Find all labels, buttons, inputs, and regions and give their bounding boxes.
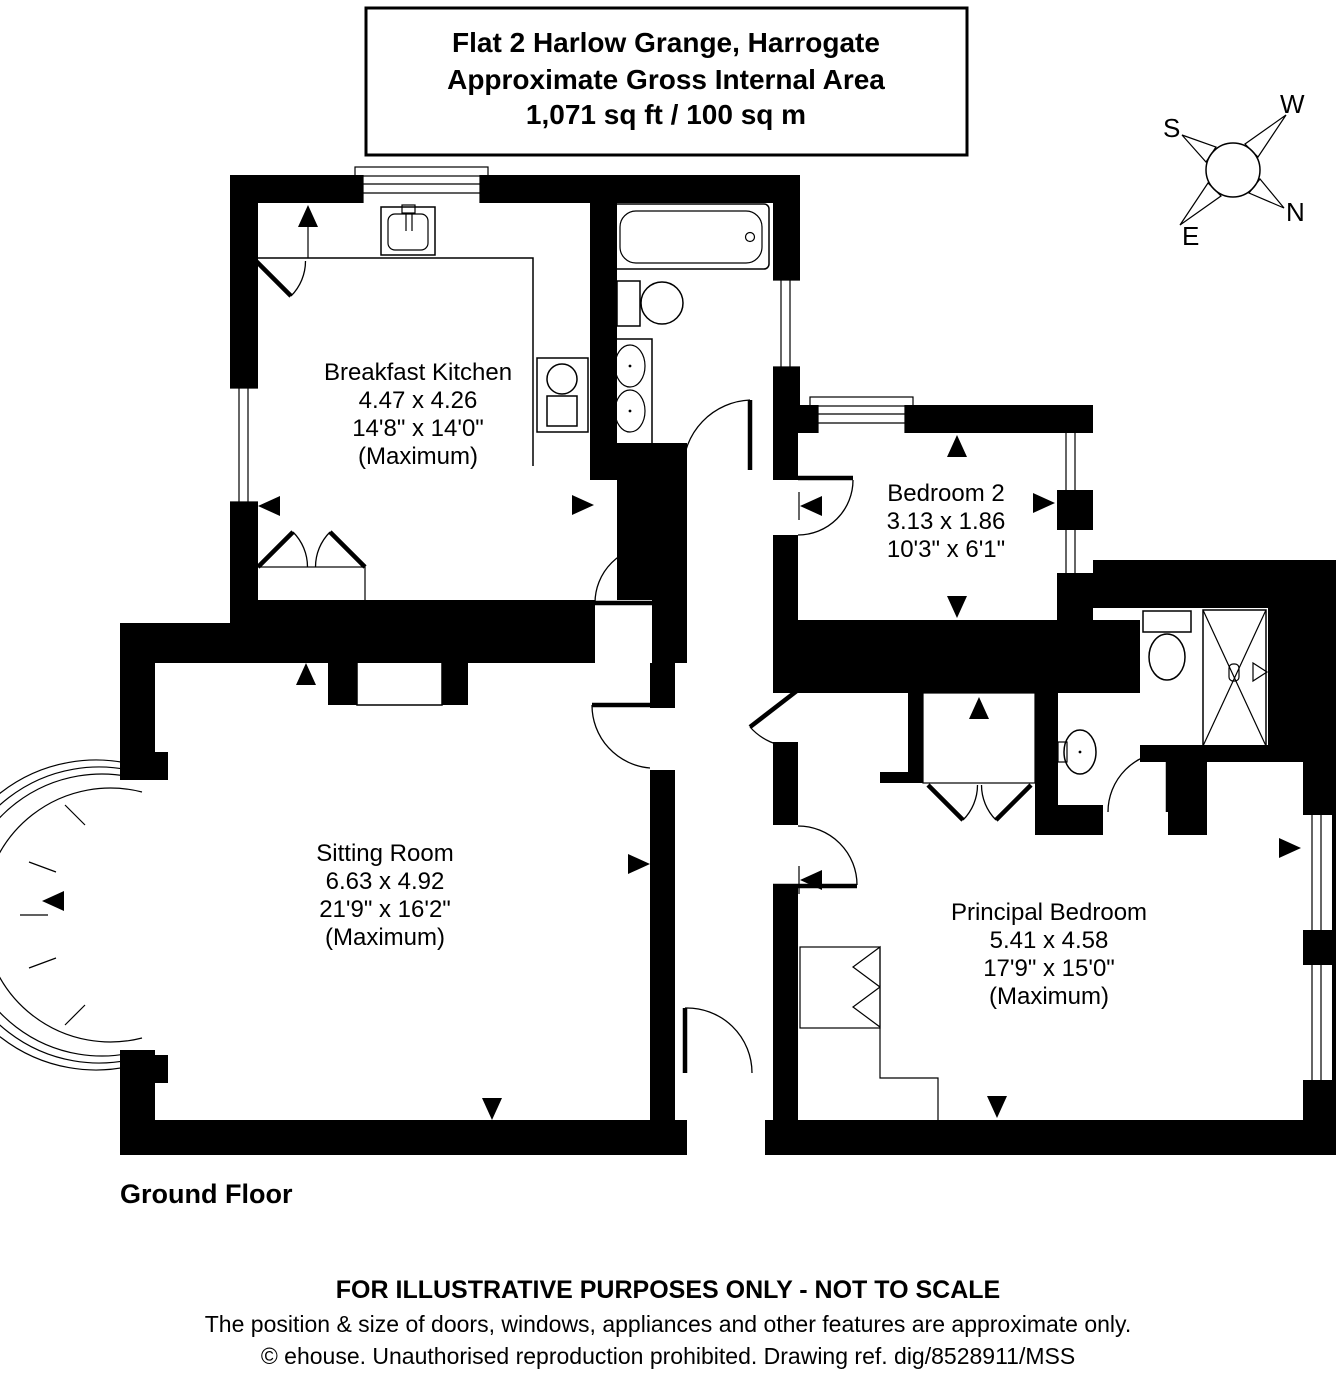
compass-w-label: W xyxy=(1280,89,1305,119)
walls xyxy=(120,175,1336,1155)
room-label-kitchen xyxy=(324,359,512,470)
room-label-bedroom2 xyxy=(887,480,1006,563)
shower-icon xyxy=(1203,610,1267,746)
bedroom2-top-window-icon xyxy=(810,397,913,433)
footer-line1: FOR ILLUSTRATIVE PURPOSES ONLY - NOT TO SCALE xyxy=(335,1276,1001,1304)
bathroom-window-icon xyxy=(773,280,800,367)
bathroom-fixtures xyxy=(609,204,769,444)
wall-openings xyxy=(595,600,765,1155)
bathroom-door-icon xyxy=(683,400,750,470)
sitting-name: Sitting Room xyxy=(316,840,454,867)
principal-metric: 5.41 x 4.58 xyxy=(989,927,1109,954)
kitchen-top-window-icon xyxy=(355,167,488,203)
sitting-room-door-icon xyxy=(592,705,655,768)
room-label-sitting xyxy=(316,840,453,951)
fireplace-icon xyxy=(357,663,442,705)
bedroom2-imperial: 10'3" x 6'1" xyxy=(886,536,1006,563)
sitting-metric: 6.63 x 4.92 xyxy=(325,868,445,895)
kitchen-left-window-icon xyxy=(230,388,258,502)
ensuite-toilet-icon xyxy=(1143,611,1191,680)
entrance-door-icon xyxy=(685,1008,752,1073)
principal-closet-icon xyxy=(800,947,938,1120)
principal-name: Principal Bedroom xyxy=(950,899,1148,926)
hob-icon xyxy=(537,358,588,432)
kitchen-note: (Maximum) xyxy=(358,443,478,470)
ensuite-basin-icon xyxy=(1058,730,1096,774)
bath-icon xyxy=(612,204,769,269)
kitchen-name: Breakfast Kitchen xyxy=(323,359,513,386)
footer-line2: The position & size of doors, windows, appliances and other features are approximate only. xyxy=(204,1311,1132,1337)
compass-n-label: N xyxy=(1286,197,1305,227)
principal-imperial: 17'9" x 15'0" xyxy=(983,955,1115,982)
room-label-principal xyxy=(951,899,1147,1010)
sitting-imperial: 21'9" x 16'2" xyxy=(319,896,451,923)
compass-e-label: E xyxy=(1182,221,1200,251)
kitchen-door-topleft-icon xyxy=(256,261,306,296)
kitchen-sink-icon xyxy=(381,205,435,255)
title-box xyxy=(366,8,967,155)
footer xyxy=(205,1276,1131,1369)
title-line2: Approximate Gross Internal Area xyxy=(447,64,885,95)
title-line1: Flat 2 Harlow Grange, Harrogate xyxy=(452,27,880,58)
toilet-icon xyxy=(617,281,683,326)
floor-label: Ground Floor xyxy=(120,1179,293,1209)
title-line3: 1,071 sq ft / 100 sq m xyxy=(525,99,807,130)
kitchen-metric: 4.47 x 4.26 xyxy=(358,387,478,414)
principal-note: (Maximum) xyxy=(989,983,1109,1010)
bedroom2-metric: 3.13 x 1.86 xyxy=(886,508,1006,535)
sitting-note: (Maximum) xyxy=(325,924,445,951)
suite-corridor-door-icon xyxy=(750,690,798,747)
compass-s-label: S xyxy=(1163,113,1181,143)
footer-line3: © ehouse. Unauthorised reproduction prohibited. Drawing ref. dig/8528911/MSS xyxy=(260,1343,1076,1369)
bay-window-icon xyxy=(0,760,142,1070)
bedroom2-name: Bedroom 2 xyxy=(887,480,1005,507)
kitchen-imperial: 14'8" x 14'0" xyxy=(352,415,484,442)
compass-rose-icon xyxy=(1163,89,1305,251)
